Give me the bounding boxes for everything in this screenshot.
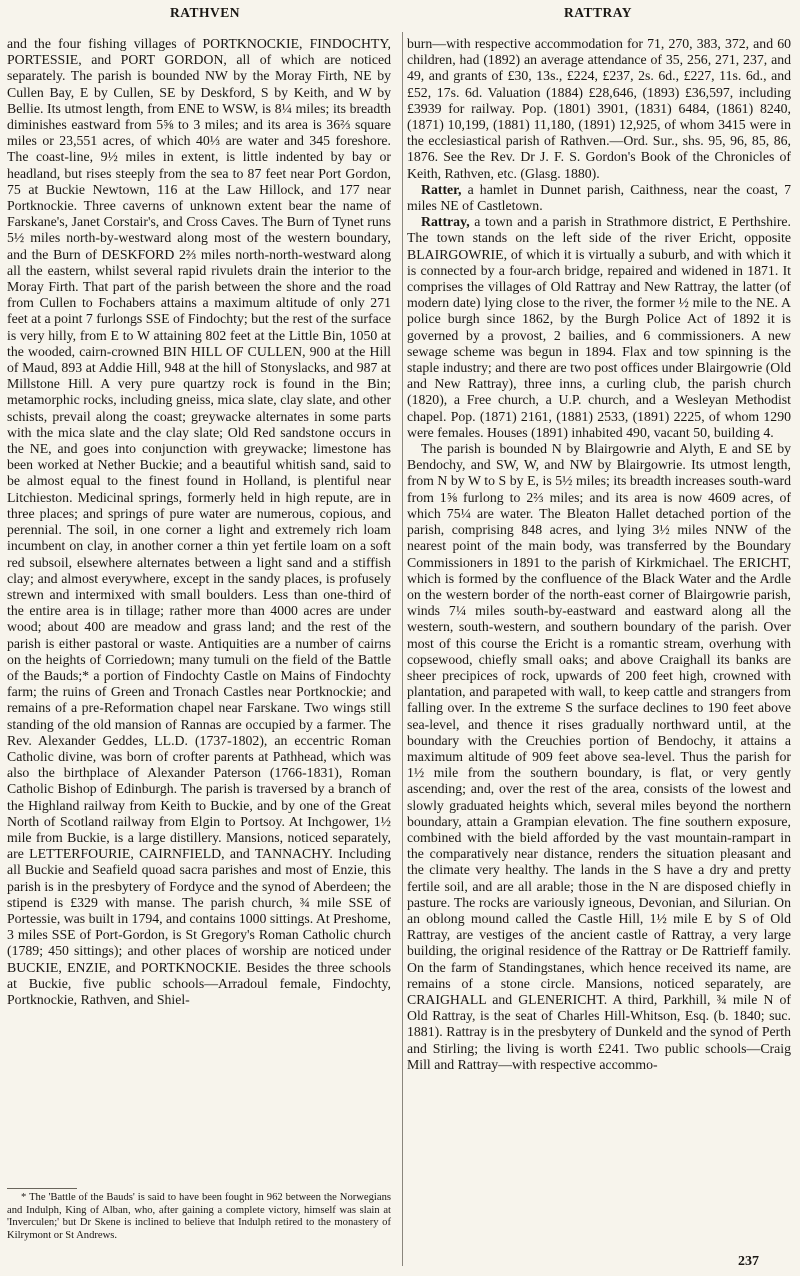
footnote-rule: [7, 1188, 77, 1189]
left-column: [7, 36, 391, 1008]
ratter-headword: Ratter,: [421, 181, 462, 197]
running-head-right: RATTRAY: [564, 5, 633, 20]
running-head-left: RATHVEN: [170, 5, 241, 20]
page-number: 237: [738, 1254, 759, 1269]
rattray-headword: Rattray,: [421, 214, 470, 230]
rathven-paragraph: and the four fishing villages of PORTKNOCKIE, FINDOCHTY, PORTESSIE, and PORT GORDON, all of which are noticed separately. The parish is bounded NW by the Moray Firth, NE by Cullen Bay, E by Cullen, SE by Deskford, S by Keith, and W by Bellie. Its utmost length, from ENE to WSW, is 8¼ miles; its breadth diminishes eastward from 5⅝ to 3 miles; and its area is 36⅔ square miles or 23,551 acres, of which 40⅓ are water and 345 foreshore. The coast-line, 9½ miles in extent, is little indented by bay or headland, but rises steeply from the sea to 87 feet near Port Gordon, 75 at Buckie Newtown, 116 at the Law Hillock, and 177 near Portknockie. Three caverns of unknown extent bear the name of Farskane's, Janet Corstair's, and Cross Caves. The Burn of Tynet runs 5½ miles north-by-westward along most of the western boundary, and the Burn of DESKFORD 2⅔ miles north-north-westward along all the eastern, whilst several rapid rivulets drain the interior to the Moray Firth. That part of the parish between the shore and the road from Cullen to Fochabers attains a maximum altitude of only 271 feet at a point 7 furlongs SSE of Findochty; but the rest of the surface is very hilly, from E to W attaining 802 feet at the Little Bin, 1050 at the wooded, cairn-crowned BIN HILL OF CULLEN, 900 at the Hill of Maud, 893 at Addie Hill, 948 at the hill of Stonyslacks, and 987 at Millstone Hill. A very pure quartzy rock is found in the Bin; metamorphic rocks, including gneiss, mica slate, clay slate, and other schists, prevail along the coast; greywacke alternates in some parts with the mica slate and the clay slate; Old Red sandstone occurs in the NE, and goes into conjunction with greywacke; limestone has been worked at Nether Buckie; and a beautiful whitish sand, said to be almost equal to the finest found in Holland, is plentiful near Litchieston. Medicinal springs, formerly held in high repute, are in three places; and springs of pure water are numerous, copious, and perennial. The soil, in one corner a light and extremely rich loam incumbent on clay, in another corner a thin yet fertile loam on a soft red subsoil, elsewhere alternates between a light sand and a stiffish clay; and almost everywhere, except in the sandy places, is profusely strewn and intermixed with small boulders. Less than one-third of the entire area is in tillage; rather more than 4000 acres are under wood; about 400 are meadow and grass land; and the rest of the parish is either pastoral or waste. Antiquities are a number of cairns on the heights of Corriedown; many tumuli on the field of the Battle of the Bauds;* a portion of Findochty Castle on Mains of Findochty farm; the ruins of Green and Tronach Castles near Portknockie; and remains of a pre-Reformation chapel near Farskane. Two wings still standing of the old mansion of Rannas are occupied by a farmer. The Rev. Alexander Geddes, LL.D. (1737-1802), an eccentric Roman Catholic divine, was born of crofter parents at Pathhead, which was also the birthplace of Alexander Paterson (1766-1831), Roman Catholic Bishop of Edinburgh. The parish is traversed by a branch of the Highland railway from Keith to Buckie, and by one of the Great North of Scotland railway from Elgin to Portsoy. At Inchgower, 1½ mile from Buckie, is a large distillery. Mansions, noticed separately, are LETTERFOURIE, CAIRNFIELD, and TANNACHY. Including all Buckie and Seafield quoad sacra parishes and most of Enzie, this parish is in the presbytery of Fordyce and the synod of Aberdeen; the stipend is £329 with manse. The parish church, ¾ mile SSE of Portessie, was built in 1794, and contains 1000 sittings. At Preshome, 3 miles SSE of Port-Gordon, is St Gregory's Roman Catholic church (1789; 450 sittings); and other places of worship are noticed under BUCKIE, ENZIE, and PORTKNOCKIE. Besides the three schools at Buckie, five public schools—Arradoul female, Findochty, Portknockie, Rathven, and Shiel-: [7, 36, 391, 1007]
rattray-text: a town and a parish in Strathmore district, E Perthshire. The town stands on the left side of the river Ericht, opposite BLAIRGOWRIE, of which it is virtually a suburb, and with which it is connected by a four-arch bridge, repaired and widened in 1871. It comprises the villages of Old Rattray and New Rattray, the latter (of modern date) lying close to the river, the former ½ mile to the NE. A police burgh since 1862, by the Burgh Police Act of 1892 it is governed by a provost, 2 bailies, and 6 commissioners. A new sewage scheme was begun in 1894. Flax and tow spinning is the staple industry; and there are two post offices under Blairgowrie (Old and New Rattray), three inns, a curling club, the parish church (1820), a Free church, a U.P. church, and a Wesleyan Methodist chapel. Pop. (1871) 2161, (1881) 2533, (1891) 2225, of whom 1290 were females. Houses (1891) inhabited 490, vacant 50, building 4.: [407, 214, 791, 440]
footnote: * The 'Battle of the Bauds' is said to have been fought in 962 between the Norwegians and Indulph, King of Alban, who, after gaining a complete victory, himself was slain at 'Inverculen;' but Dr Skene is inclined to believe that Indulph retired to the monastery of Kilrymont or St Andrews.: [7, 1192, 391, 1241]
right-column: [407, 36, 791, 1073]
column-divider: [402, 32, 403, 1266]
ratter-text: a hamlet in Dunnet parish, Caithness, near the coast, 7 miles NE of Castletown.: [407, 181, 791, 214]
ratter-entry: [407, 182, 791, 214]
rattray-entry: [407, 214, 791, 441]
rathven-continuation-paragraph: burn—with respective accommodation for 71, 270, 383, 372, and 60 children, had (1892) an average attendance of 35, 256, 271, 237, and 49, and grants of £30, 13s., £224, £237, 2s. 6d., £227, 11s. 6d., and £52, 17s. 6d. Valuation (1884) £28,646, (1893) £36,597, including £3939 for railway. Pop. (1801) 3901, (1831) 6484, (1861) 8240, (1871) 10,199, (1881) 11,180, (1891) 12,925, of whom 3415 were in the ecclesiastical parish of Rathven.—Ord. Sur., shs. 95, 96, 85, 86, 1876. See the Rev. Dr J. F. S. Gordon's Book of the Chronicles of Keith, Rathven, etc. (Glasg. 1880).: [407, 36, 791, 181]
rattray-parish-paragraph: The parish is bounded N by Blairgowrie and Alyth, E and SE by Bendochy, and SW, W, and NW by Blairgowrie. Its utmost length, from N by W to S by E, is 5½ miles; its breadth increases south-ward from 1⅝ furlong to 2⅔ miles; and its area is now 4609 acres, of which 75¼ are water. The Bleaton Hallet detached portion of the parish, comprising 848 acres, and lying 3½ miles NNW of the nearest point of the main body, was transferred by the Boundary Commissioners in 1891 to the parish of Kirkmichael. The ERICHT, which is formed by the confluence of the Black Water and the Ardle on the western border of the north-east corner of Blairgowrie parish, winds 7¼ miles south-by-eastward and eastward along all the western, south-western, and southern boundary of the parish. Over most of this course the Ericht is a romantic stream, overhung with copsewood, chiefly small oaks; and above Craighall its banks are sheer precipices of rock, upwards of 200 feet high, crowned with plantation, and parapeted with wall, to keep cattle and strangers from falling over. In the extreme S the surface declines to 190 feet above sea-level, and thence it rises gradually northward until, at the boundary with the Creuchies portion of Bendochy, it attains a maximum altitude of 909 feet above sea-level. Thus the parish for 1½ mile from the southern boundary, is flat, or very gently ascending; and, over the rest of the area, consists of the lowest and slowly graduated heights which, several miles beyond the northern boundary, attain a Grampian elevation. The fine southern exposure, combined with the bield afforded by the vast mountain-rampart in the comparatively near distance, renders the situation pleasant and the climate very healthy. The lands in the S have a dry and pretty fertile soil, and are all arable; those in the N are disposed chiefly in pasture. The rocks are variously igneous, Devonian, and Silurian. On an oblong mound called the Castle Hill, 1½ mile E by S of Old Rattray, are vestiges of the ancient castle of Rattray, a very large building, the original residence of the Rattray or De Rattrieff family. On the farm of Standingstanes, which hence received its name, are remains of a stone circle. Mansions, noticed separately, are CRAIGHALL and GLENERICHT. A third, Parkhill, ¾ mile N of Old Rattray, is the seat of Charles Hill-Whitson, Esq. (b. 1840; suc. 1881). Rattray is in the presbytery of Dunkeld and the synod of Perth and Stirling; the living is worth £241. Two public schools—Craig Mill and Rattray—with respective accommo-: [407, 441, 791, 1072]
